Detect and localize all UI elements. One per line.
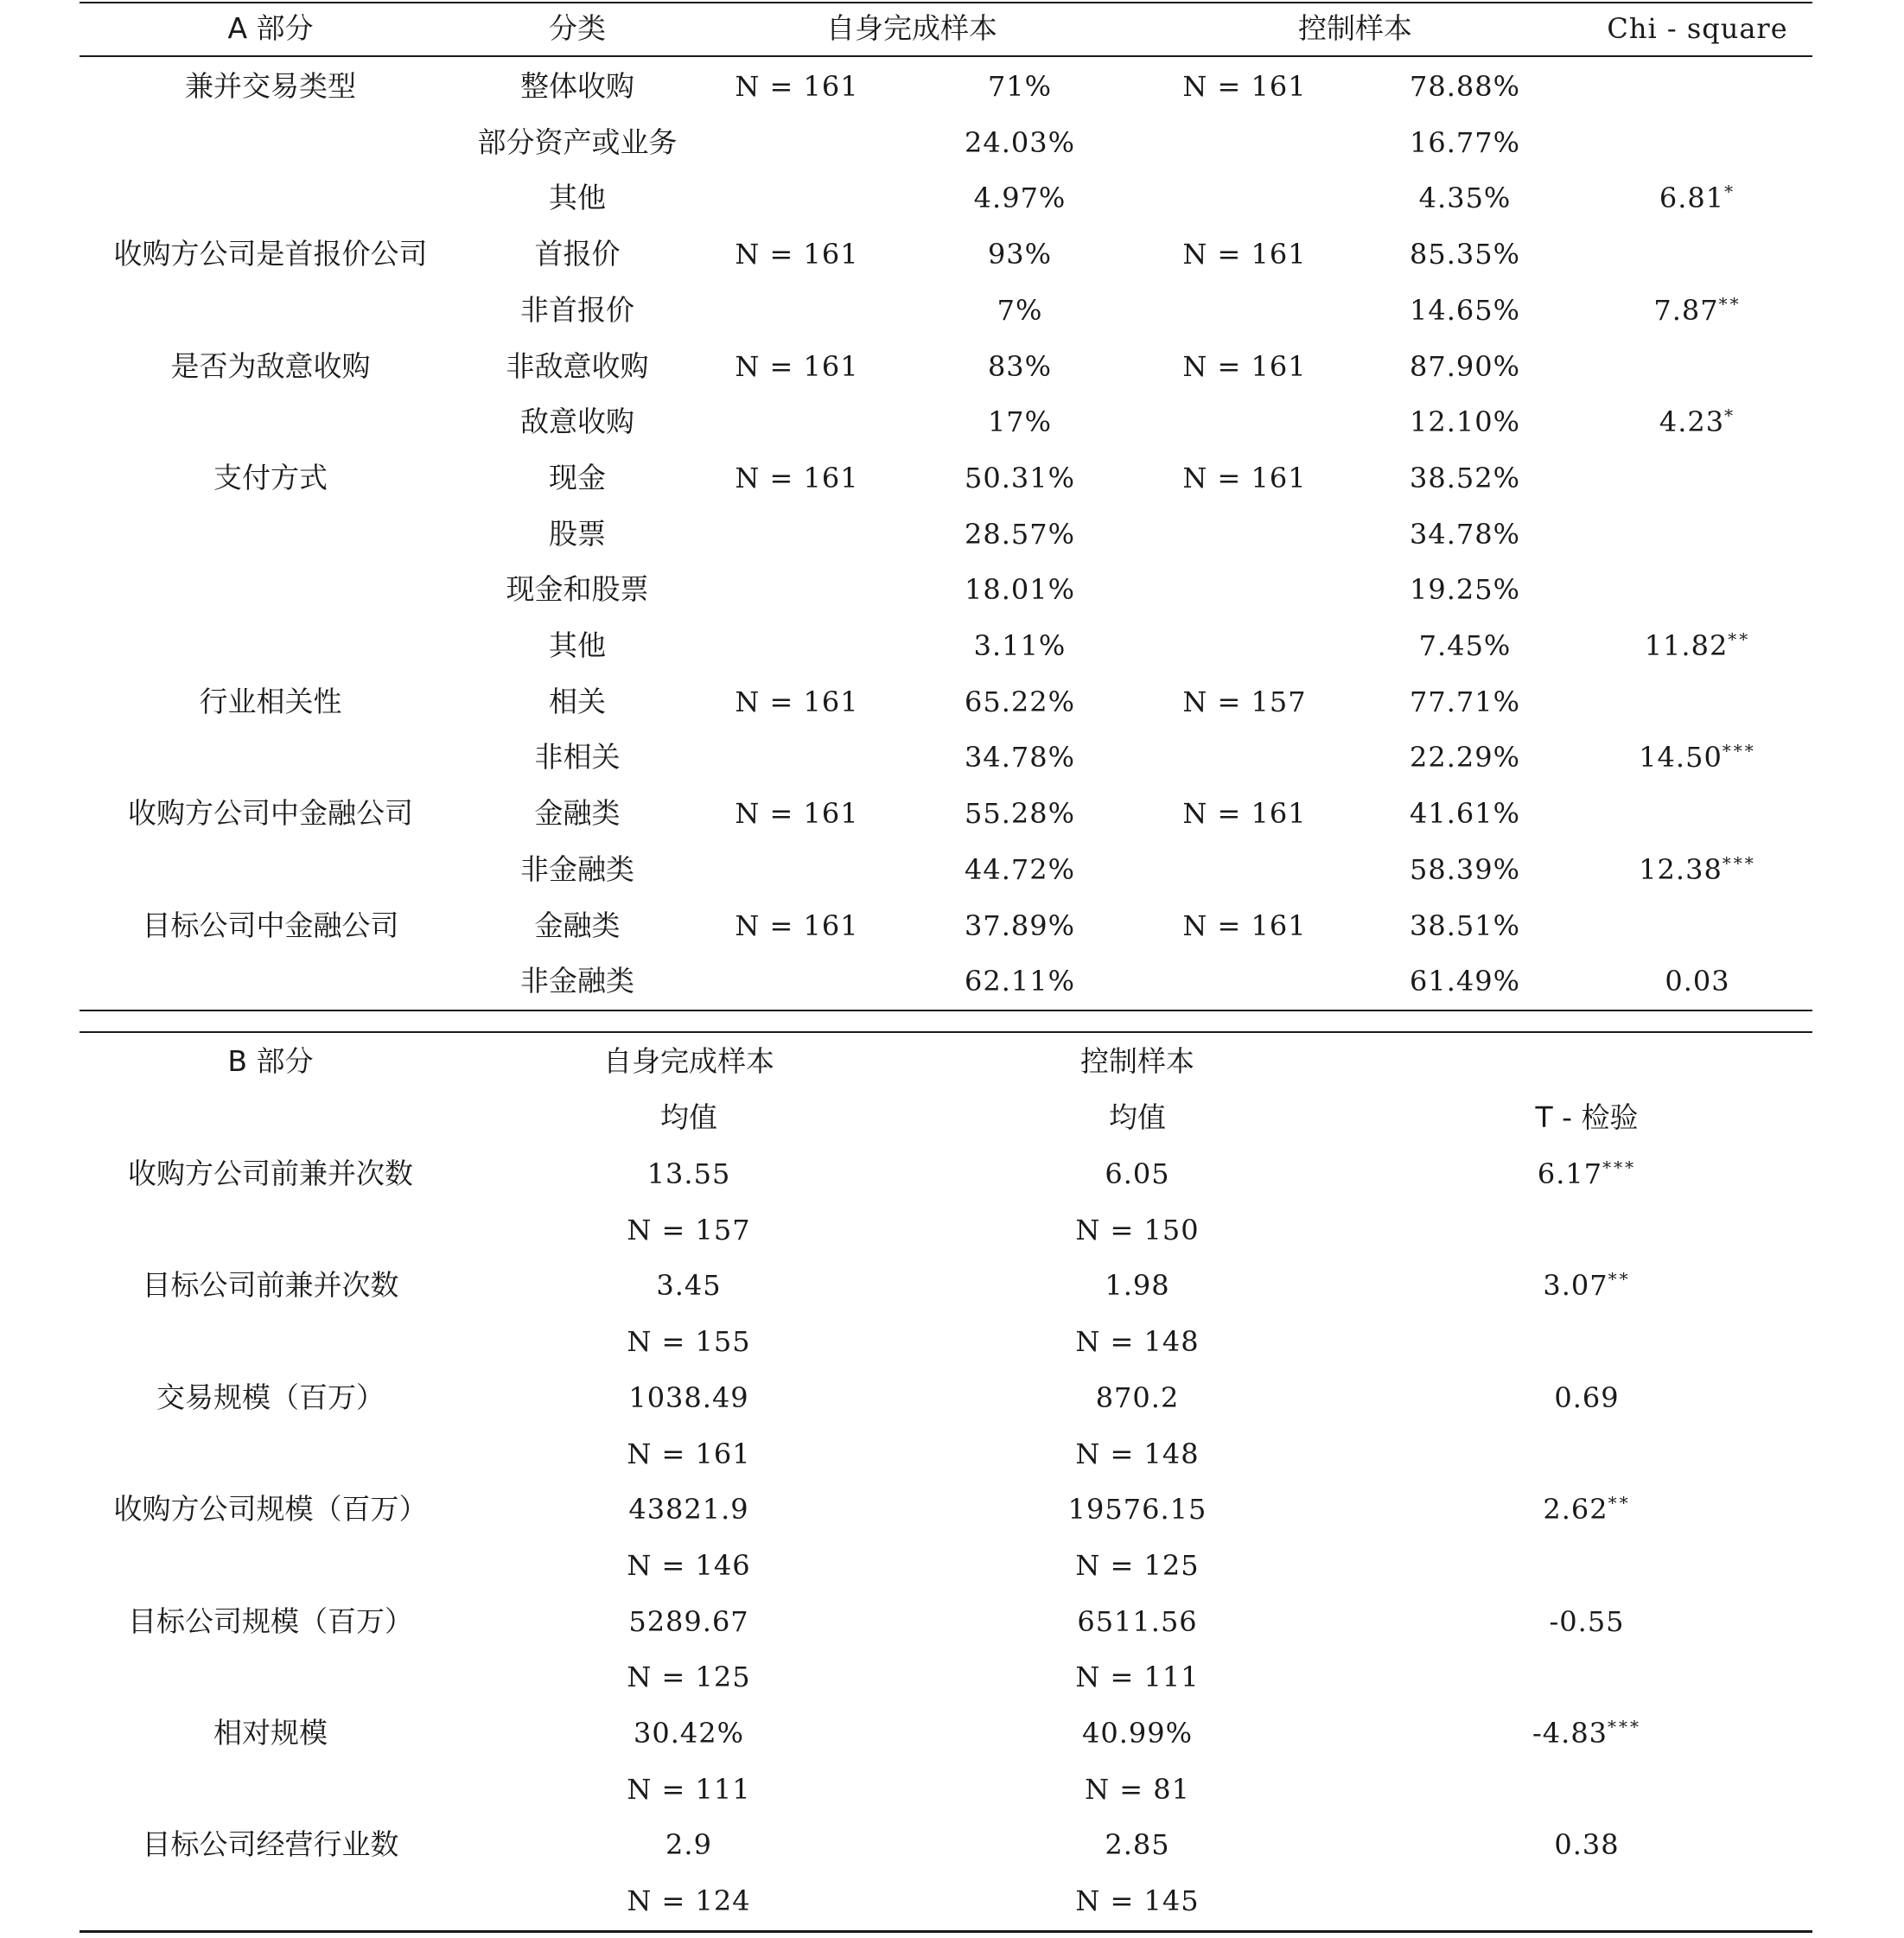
significance-stars: *** (1722, 852, 1756, 874)
control-sample-mean (878, 1264, 1397, 1307)
part-a-header-0-text: A 部分 (227, 11, 314, 45)
control-sample-pct (1206, 121, 1724, 164)
self-sample-mean-text: 1038.49 (628, 1380, 749, 1414)
part-b-subheader-3 (1328, 1096, 1846, 1139)
control-sample-pct-text: 41.61% (1409, 797, 1520, 831)
chi-square-value (1438, 736, 1904, 779)
self-sample-n-text: N = 161 (735, 908, 859, 942)
control-sample-mean (878, 1823, 1397, 1866)
t-test-value-text: -4.83 (1531, 1717, 1608, 1750)
self-sample-pct (761, 289, 1279, 332)
group-label-text: 收购方公司是首报价公司 (113, 237, 428, 271)
group-label-text: 收购方公司中金融公司 (128, 796, 413, 831)
self-sample-pct-text: 7% (997, 293, 1043, 327)
control-sample-pct-text: 34.78% (1409, 517, 1520, 551)
self-sample-n-text: N = 161 (735, 797, 859, 831)
self-sample-n-text: N = 161 (735, 685, 859, 718)
category-label-text: 非金融类 (520, 964, 634, 998)
control-sample-n-text: N = 161 (1182, 70, 1307, 103)
part-b-header-0-text: B 部分 (227, 1044, 314, 1078)
category-label (318, 959, 837, 1003)
self-sample-pct-text: 17% (987, 405, 1053, 439)
category-label-text: 整体收购 (520, 69, 634, 103)
variable-label-text: 目标公司经营行业数 (142, 1827, 399, 1862)
control-sample-mean-text: 1.98 (1105, 1269, 1170, 1303)
self-sample-pct (761, 848, 1279, 891)
control-sample-mean-text: N = 145 (1075, 1884, 1200, 1918)
control-sample-mean (878, 1152, 1397, 1195)
control-sample-pct-text: 78.88% (1409, 70, 1520, 103)
category-label-text: 非相关 (534, 740, 621, 775)
significance-stars: *** (1608, 1716, 1642, 1737)
control-sample-n-text: N = 157 (1182, 685, 1307, 718)
self-sample-mean (430, 1208, 948, 1252)
control-sample-mean-text: N = 150 (1075, 1213, 1200, 1246)
group-label-text: 目标公司中金融公司 (142, 908, 399, 942)
control-sample-n-text: N = 161 (1182, 349, 1307, 383)
self-sample-mean (430, 1488, 948, 1531)
chi-square-value-text: 0.03 (1665, 965, 1730, 998)
control-sample-n-text: N = 161 (1182, 797, 1307, 831)
category-label-text: 部分资产或业务 (477, 124, 678, 159)
self-sample-pct-text: 34.78% (964, 741, 1075, 775)
self-sample-mean-text: 5289.67 (628, 1604, 749, 1638)
self-sample-mean-text: N = 111 (627, 1772, 751, 1806)
category-label-text: 非首报价 (520, 292, 634, 327)
part-a-header-4 (1438, 7, 1904, 50)
control-sample-pct-text: 7.45% (1418, 629, 1512, 662)
control-sample-mean-text: 6.05 (1105, 1157, 1170, 1190)
control-sample-mean-text: 40.99% (1081, 1717, 1193, 1750)
control-sample-pct-text: 85.35% (1409, 238, 1520, 271)
self-sample-n-text: N = 161 (735, 349, 859, 383)
category-label-text: 首报价 (534, 237, 621, 271)
control-sample-mean (878, 1432, 1397, 1476)
control-sample-mean-text: N = 148 (1075, 1325, 1200, 1359)
control-sample-mean-text: 870.2 (1095, 1380, 1180, 1414)
self-sample-mean-text: N = 124 (627, 1884, 751, 1918)
self-sample-n-text: N = 161 (735, 238, 859, 271)
chi-square-value (1438, 176, 1904, 220)
self-sample-mean (430, 1655, 948, 1699)
significance-stars: * (1724, 181, 1736, 202)
category-label (318, 289, 837, 332)
self-sample-mean-text: 30.42% (633, 1717, 744, 1750)
control-sample-pct (1206, 513, 1724, 556)
control-sample-mean-text: 2.85 (1105, 1828, 1170, 1862)
t-test-value-text: 6.17 (1537, 1157, 1603, 1190)
significance-stars: ** (1728, 628, 1751, 650)
variable-label-text: 收购方公司规模（百万） (113, 1492, 428, 1527)
category-label-text: 股票 (549, 516, 606, 551)
self-sample-pct-text: 65.22% (964, 685, 1075, 718)
control-sample-pct-text: 12.10% (1409, 405, 1520, 439)
part-a-header-rule (80, 55, 1812, 57)
self-sample-mean-text: N = 157 (627, 1213, 751, 1246)
part-a-header-4-text: Chi - square (1607, 12, 1788, 45)
control-sample-pct-text: 16.77% (1409, 125, 1520, 159)
category-label (318, 513, 837, 556)
self-sample-mean (430, 1320, 948, 1363)
control-sample-pct-text: 14.65% (1409, 293, 1520, 327)
part-a-header-1-text: 分类 (549, 11, 606, 45)
part-b-subheader-2-text: 均值 (1109, 1100, 1166, 1134)
t-test-value (1328, 1488, 1846, 1531)
part-b-subheader-1 (430, 1096, 948, 1139)
control-sample-pct (1206, 65, 1724, 108)
t-test-value (1328, 1376, 1846, 1419)
part-b-header-1 (430, 1040, 948, 1083)
control-sample-mean (878, 1376, 1397, 1419)
chi-square-value-text: 12.38 (1639, 852, 1723, 886)
control-sample-pct (1206, 345, 1724, 388)
self-sample-mean (430, 1544, 948, 1587)
self-sample-mean (430, 1432, 948, 1476)
t-test-value-text: 3.07 (1543, 1269, 1608, 1303)
variable-label-text: 相对规模 (213, 1716, 328, 1750)
self-sample-mean-text: N = 155 (627, 1325, 751, 1359)
part-a-header-3-text: 控制样本 (1298, 11, 1412, 45)
self-sample-pct (761, 959, 1279, 1003)
self-sample-mean (430, 1152, 948, 1195)
category-label (318, 568, 837, 611)
chi-square-value (1438, 848, 1904, 891)
chi-square-value-text: 7.87 (1653, 293, 1719, 327)
chi-square-value (1438, 400, 1904, 443)
category-label-text: 其他 (549, 628, 606, 662)
control-sample-mean (878, 1600, 1397, 1643)
self-sample-pct (761, 568, 1279, 611)
category-label-text: 非金融类 (520, 851, 634, 886)
self-sample-pct (761, 400, 1279, 443)
self-sample-mean-text: N = 161 (627, 1437, 751, 1470)
group-label-text: 兼并交易类型 (185, 69, 356, 103)
self-sample-pct (761, 176, 1279, 220)
self-sample-mean (430, 1712, 948, 1755)
self-sample-mean-text: 3.45 (656, 1269, 722, 1303)
category-label-text: 现金 (549, 460, 606, 494)
control-sample-pct (1206, 680, 1724, 724)
part-a-bottom-rule (80, 1010, 1812, 1011)
significance-stars: *** (1722, 740, 1756, 762)
control-sample-mean-text: N = 125 (1075, 1548, 1200, 1582)
control-sample-mean (878, 1879, 1397, 1922)
part-a-header-2-text: 自身完成样本 (826, 11, 997, 45)
control-sample-pct-text: 58.39% (1409, 852, 1520, 886)
chi-square-value-text: 11.82 (1644, 629, 1729, 662)
part-b-header-2-text: 控制样本 (1080, 1044, 1194, 1078)
control-sample-mean (878, 1320, 1397, 1363)
self-sample-mean (430, 1879, 948, 1922)
control-sample-pct-text: 4.35% (1418, 182, 1512, 215)
variable-label-text: 目标公司前兼并次数 (142, 1268, 399, 1303)
variable-label-text: 目标公司规模（百万） (128, 1603, 413, 1638)
self-sample-pct-text: 93% (987, 238, 1053, 271)
self-sample-mean-text: 2.9 (665, 1828, 712, 1862)
category-label (318, 121, 837, 164)
category-label-text: 非敌意收购 (506, 348, 649, 383)
t-test-value (1328, 1712, 1846, 1755)
self-sample-pct-text: 62.11% (964, 965, 1075, 998)
control-sample-pct (1206, 792, 1724, 835)
self-sample-pct-text: 55.28% (964, 797, 1075, 831)
group-label-text: 行业相关性 (199, 684, 342, 718)
control-sample-mean (878, 1768, 1397, 1811)
top-rule (80, 2, 1812, 3)
self-sample-pct-text: 18.01% (964, 573, 1075, 607)
group-label-text: 支付方式 (213, 460, 328, 494)
self-sample-mean-text: 43821.9 (628, 1493, 749, 1527)
part-a-header-2 (653, 7, 1171, 50)
chi-square-value-text: 6.81 (1659, 182, 1725, 215)
control-sample-pct (1206, 456, 1724, 500)
t-test-value (1328, 1264, 1846, 1307)
t-test-value-text: -0.55 (1549, 1604, 1625, 1638)
self-sample-pct-text: 4.97% (973, 182, 1067, 215)
control-sample-pct-text: 38.51% (1409, 908, 1520, 942)
control-sample-mean-text: 6511.56 (1077, 1604, 1198, 1638)
control-sample-mean (878, 1712, 1397, 1755)
variable-label-text: 收购方公司前兼并次数 (128, 1157, 413, 1190)
chi-square-value-text: 14.50 (1639, 741, 1723, 775)
self-sample-mean (430, 1376, 948, 1419)
significance-stars: ** (1608, 1268, 1631, 1290)
control-sample-mean-text: N = 81 (1085, 1772, 1190, 1806)
control-sample-mean (878, 1655, 1397, 1699)
part-b-subheader-3-text: T - 检验 (1535, 1100, 1639, 1134)
self-sample-pct (761, 513, 1279, 556)
variable-label-text: 交易规模（百万） (156, 1380, 385, 1414)
control-sample-mean-text: N = 148 (1075, 1437, 1200, 1470)
chi-square-value (1438, 959, 1904, 1003)
self-sample-mean-text: N = 125 (627, 1661, 751, 1694)
control-sample-n-text: N = 161 (1182, 238, 1307, 271)
control-sample-pct-text: 61.49% (1409, 965, 1520, 998)
t-test-value (1328, 1823, 1846, 1866)
category-label-text: 其他 (549, 181, 606, 215)
t-test-value-text: 0.38 (1554, 1828, 1620, 1862)
significance-stars: ** (1608, 1492, 1631, 1514)
self-sample-mean (430, 1264, 948, 1307)
significance-stars: *** (1602, 1157, 1637, 1178)
self-sample-mean-text: N = 146 (627, 1548, 751, 1582)
self-sample-pct-text: 3.11% (973, 629, 1067, 662)
group-label-text: 是否为敌意收购 (170, 348, 371, 383)
category-label-text: 敌意收购 (520, 405, 634, 439)
category-label (318, 624, 837, 667)
control-sample-pct (1206, 233, 1724, 276)
self-sample-mean (430, 1768, 948, 1811)
part-b-header-1-text: 自身完成样本 (603, 1044, 774, 1078)
part-b-subheader-2 (878, 1096, 1397, 1139)
control-sample-pct-text: 19.25% (1409, 573, 1520, 607)
control-sample-mean (878, 1488, 1397, 1531)
part-b-header-2 (878, 1040, 1397, 1083)
control-sample-pct-text: 77.71% (1409, 685, 1520, 718)
self-sample-n-text: N = 161 (735, 70, 859, 103)
control-sample-pct (1206, 568, 1724, 611)
chi-square-value-text: 4.23 (1659, 405, 1725, 439)
significance-stars: * (1724, 405, 1736, 426)
self-sample-pct-text: 28.57% (964, 517, 1075, 551)
control-sample-n-text: N = 161 (1182, 908, 1307, 942)
chi-square-value (1438, 624, 1904, 667)
self-sample-mean (430, 1823, 948, 1866)
category-label (318, 176, 837, 220)
category-label-text: 金融类 (534, 796, 621, 831)
category-label-text: 现金和股票 (506, 572, 649, 607)
self-sample-pct-text: 83% (987, 349, 1053, 383)
self-sample-mean-text: 13.55 (646, 1157, 731, 1190)
significance-stars: ** (1718, 293, 1742, 315)
self-sample-n-text: N = 161 (735, 461, 859, 494)
t-test-value (1328, 1600, 1846, 1643)
part-b-top-rule (80, 1031, 1812, 1033)
self-sample-pct-text: 37.89% (964, 908, 1075, 942)
t-test-value (1328, 1152, 1846, 1195)
control-sample-mean-text: 19576.15 (1067, 1493, 1207, 1527)
category-label (318, 848, 837, 891)
control-sample-pct-text: 38.52% (1409, 461, 1520, 494)
control-sample-pct (1206, 904, 1724, 947)
control-sample-mean-text: N = 111 (1075, 1661, 1200, 1694)
self-sample-pct-text: 71% (987, 70, 1053, 103)
self-sample-pct-text: 44.72% (964, 852, 1075, 886)
control-sample-n-text: N = 161 (1182, 461, 1307, 494)
t-test-value-text: 0.69 (1554, 1380, 1620, 1414)
control-sample-mean (878, 1544, 1397, 1587)
self-sample-pct (761, 736, 1279, 779)
control-sample-pct-text: 22.29% (1409, 741, 1520, 775)
control-sample-pct-text: 87.90% (1409, 349, 1520, 383)
chi-square-value (1438, 289, 1904, 332)
self-sample-mean (430, 1600, 948, 1643)
t-test-value-text: 2.62 (1543, 1493, 1608, 1527)
part-b-subheader-1-text: 均值 (660, 1100, 717, 1134)
control-sample-mean (878, 1208, 1397, 1252)
category-label (318, 736, 837, 779)
category-label-text: 金融类 (534, 908, 621, 942)
category-label-text: 相关 (549, 684, 606, 718)
self-sample-pct (761, 624, 1279, 667)
category-label (318, 400, 837, 443)
self-sample-pct-text: 24.03% (964, 125, 1075, 159)
self-sample-pct (761, 121, 1279, 164)
bottom-rule (80, 1930, 1812, 1933)
self-sample-pct-text: 50.31% (964, 461, 1075, 494)
